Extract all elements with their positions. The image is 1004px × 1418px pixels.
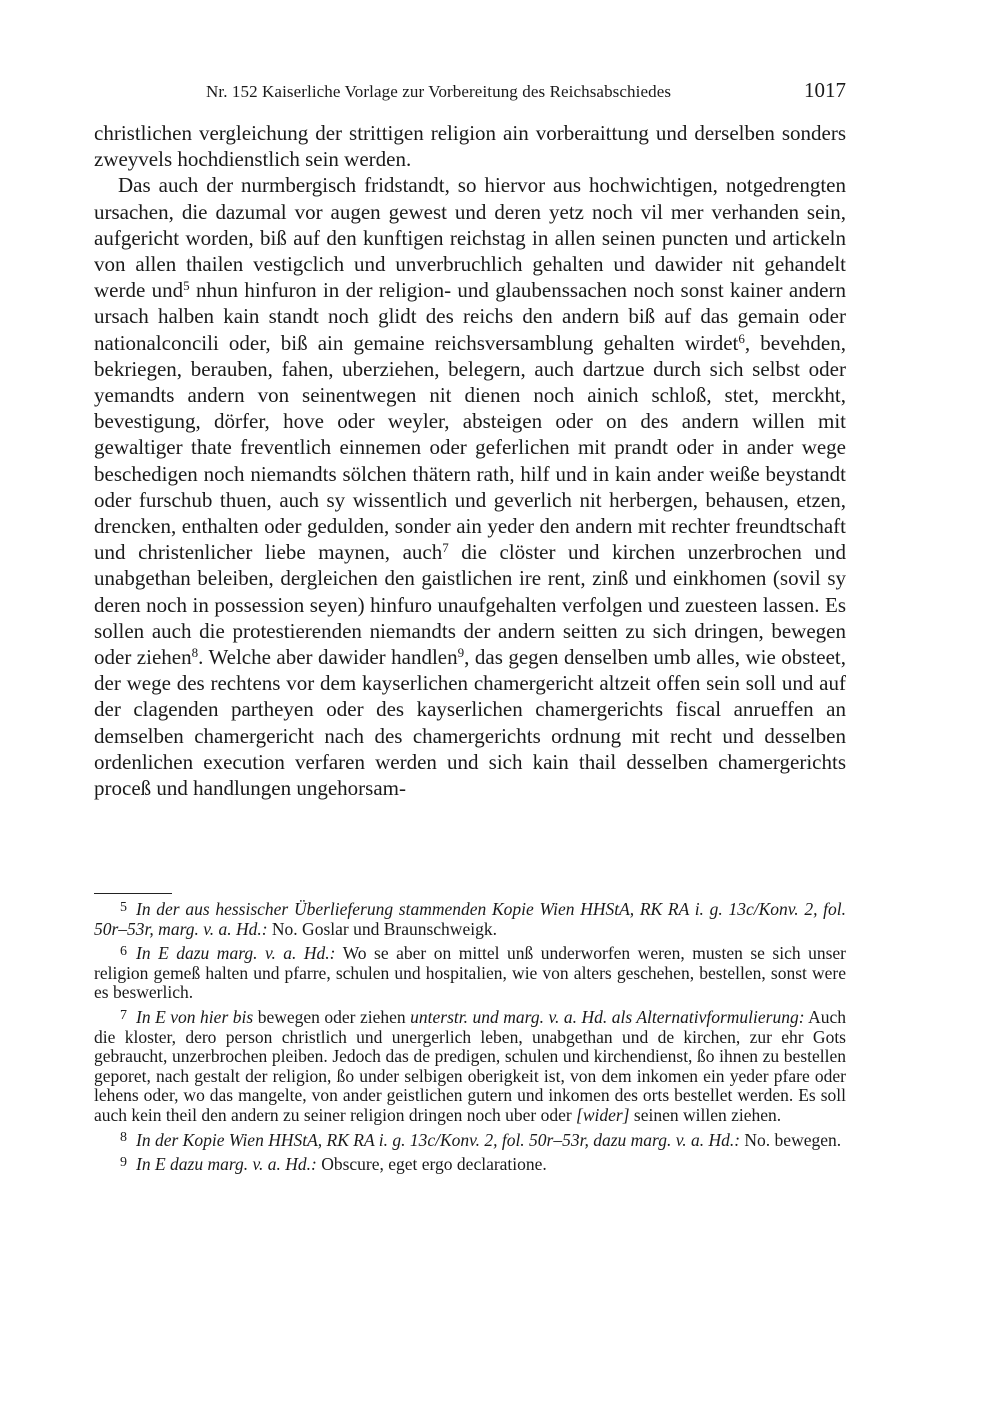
footnote-5 xyxy=(94,900,846,939)
footnote-text: Wo se aber on mittel unß underworfen weren, musten se sich unser religion gemeß halten und pfarre, schulen und hospitalien, wie von alters geschehen, bestellen, sonst were es beswerlich. xyxy=(94,943,846,1003)
footnote-italic: In E dazu marg. v. a. Hd.: xyxy=(136,1154,317,1175)
footnote-ref-6[interactable]: 6 xyxy=(738,330,745,346)
footnote-7 xyxy=(94,1008,846,1126)
footnote-italic: In E von hier bis xyxy=(136,1006,254,1027)
page-header xyxy=(94,78,846,108)
paragraph-2 xyxy=(94,172,846,801)
text-segment: , das gegen denselben umb alles, wie obsteet, der wege des rechtens vor dem kayserlichen chamergericht altzeit offen sein soll und auf der clagenden partheyen oder des kayserlichen chamergerichts fiscal anrueffen an demselben chamergericht nach des chamergerichts ordnung mit recht und desselben ordenlichen execution verfaren werden und sich kain thail desselben chamergerichts proceß und handlungen ungehorsam- xyxy=(94,645,846,801)
footnote-ref-7[interactable]: 7 xyxy=(442,540,449,556)
main-text xyxy=(94,120,846,801)
footnote-italic: In der Kopie Wien HHStA, RK RA i. g. 13c/Konv. 2, fol. 50r–53r, dazu marg. v. a. Hd.: xyxy=(136,1129,741,1150)
running-title: Nr. 152 Kaiserliche Vorlage zur Vorbereitung des Reichsabschiedes xyxy=(206,82,672,101)
footnote-text: No. bewegen. xyxy=(740,1129,842,1150)
footnotes xyxy=(94,900,846,1180)
footnote-text: Auch die kloster, dero person christlich und unergerlich leben, unabgethan und de kirchen, zur ehr Gots gebraucht, unzerbrochen pleiben. Jedoch das de predigen, schulen und kirchendienst, ßo ihnen zu bestellen geporet, nach gestalt der religion, ßo under selbigen oberigkeit ist, von dem inkomen ein yeder pfare oder lehens oder, wo das mangelte, von ander geistlichen gutern und inkomen des orts bestellet werden. Es soll auch kein theil den andern zu seiner religion dringen noch uber oder xyxy=(94,1006,846,1125)
footnote-italic: In E dazu marg. v. a. Hd.: xyxy=(136,943,336,964)
page-number: 1017 xyxy=(804,78,846,102)
footnote-number: 7 xyxy=(120,1007,127,1023)
footnote-divider xyxy=(94,893,172,894)
footnote-8 xyxy=(94,1131,846,1151)
footnote-italic: [wider] xyxy=(576,1104,630,1125)
footnote-italic: unterstr. und marg. v. a. Hd. als Alternativformulierung: xyxy=(410,1006,805,1027)
text-segment: , bevehden, bekriegen, berauben, fahen, uberziehen, belegern, auch dartzue durch sich selbst oder yemandts andern von seinentwegen nit dienen noch ainich schloß, stet, merckht, bevestigung, dörfer, hove oder weyler, absteigen oder on des andern willen mit gewaltiger thate freventlich einnemen oder geferlichen mit prandt oder in ander wege beschedigen noch niemandts sölchen thätern rath, hilf und in kain ander weiße beystandt oder furschub thuen, auch sy wissentlich und geverlich nit herbergen, behausen, etzen, drencken, enthalten oder gedulden, sonder ain yeder den andern mit rechter freundtschaft und christenlicher liebe maynen, auch xyxy=(94,330,846,565)
footnote-ref-9[interactable]: 9 xyxy=(457,644,465,660)
footnote-text: bewegen oder ziehen xyxy=(253,1006,411,1027)
footnote-text: No. Goslar und Braunschweigk. xyxy=(267,918,497,939)
footnote-6 xyxy=(94,944,846,1003)
text-segment: die clöster und kirchen unzerbrochen und unabgethan beleiben, dergleichen den gaistlichen ire rent, zinß und einkhomen (sovil sy deren noch in possession seyen) hinfuro unaufgehalten verfolgen und zuesteen lassen. Es sollen auch die protestierenden niemandts der andern seitten zu sich dringen, bewegen oder ziehen xyxy=(94,540,846,670)
footnote-number: 9 xyxy=(120,1154,127,1170)
text-segment: Das auch der nurmbergisch fridstandt, so hiervor aus hochwichtigen, notgedrengten ursachen, die dazumal vor augen gewest und deren yetz noch vil mer verhanden sein, aufgericht worden, biß auf den kunftigen reichstag in allen seinen puncten und artickeln von allen thailen vestigclich und unverbruchlich gehalten und dawider nit gehandelt werde und xyxy=(94,173,846,303)
footnote-text: Obscure, eget ergo declaratione. xyxy=(316,1154,547,1175)
footnote-number: 6 xyxy=(120,944,127,959)
footnote-italic: In der aus hessischer Überlieferung stammenden Kopie Wien HHStA, RK RA i. g. 13c/Konv. 2, fol. 50r–53r, marg. v. a. Hd.: xyxy=(94,899,846,939)
footnote-9 xyxy=(94,1155,846,1175)
footnote-ref-8[interactable]: 8 xyxy=(191,644,199,660)
text-segment: nhun hinfuron in der religion- und glaubenssachen noch sonst kainer andern ursach halben kain standt noch glidt des reichs den andern biß auf das gemain oder nationalconcili oder, biß ain gemaine reichsversamblung gehalten wirdet xyxy=(94,278,846,355)
footnote-ref-5[interactable]: 5 xyxy=(183,278,190,294)
footnote-number: 8 xyxy=(120,1130,127,1146)
footnote-text: seinen willen ziehen. xyxy=(629,1104,782,1125)
footnote-number: 5 xyxy=(120,899,127,915)
page xyxy=(94,78,846,801)
text-segment: . Welche aber dawider handlen xyxy=(198,645,458,670)
paragraph-1: christlichen vergleichung der strittigen religion ain vorberaittung und derselben sonders zweyvels hochdienstlich sein werden. xyxy=(94,121,846,172)
